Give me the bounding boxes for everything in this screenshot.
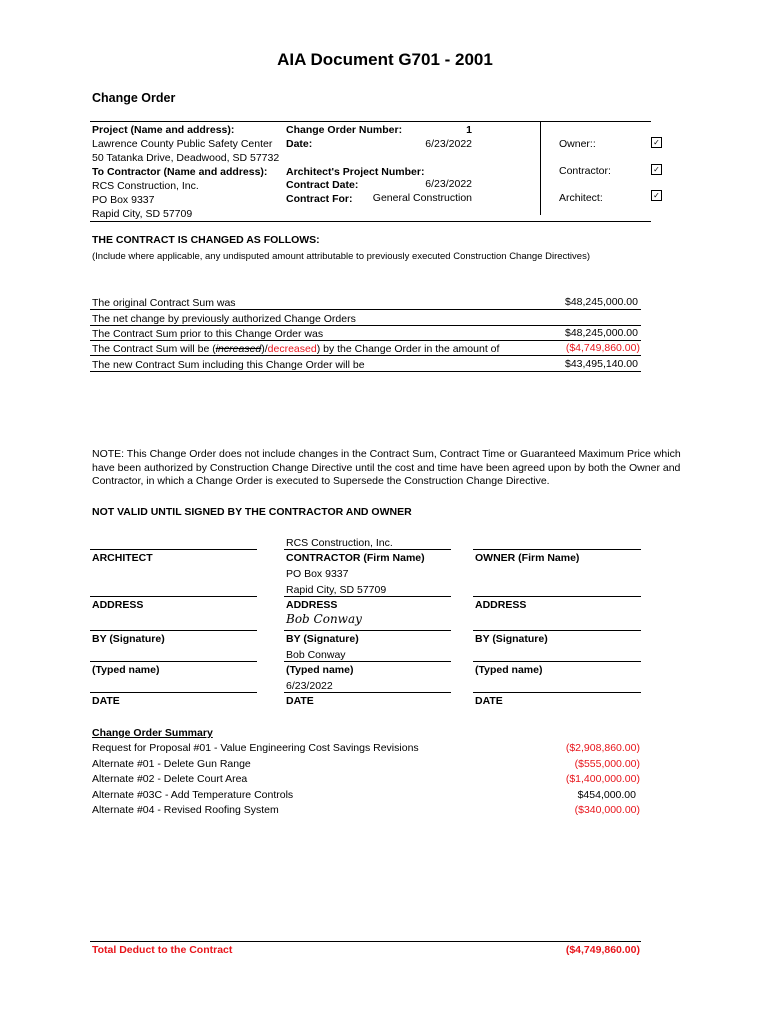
check-icon: ✓: [653, 138, 660, 147]
summary-item-value: ($2,908,860.00): [565, 742, 640, 754]
note-line-2: have been authorized by Construction Change Directive until the cost and time have been agreed upon by both the Owner and: [92, 462, 681, 474]
project-label: Project (Name and address):: [92, 124, 235, 136]
sum-row-change-increased: increased: [215, 343, 262, 355]
architect-signature-label: BY (Signature): [92, 633, 165, 645]
total-value: ($4,749,860.00): [565, 944, 640, 956]
owner-distribution-label: Owner::: [559, 138, 596, 150]
changed-heading: THE CONTRACT IS CHANGED AS FOLLOWS:: [92, 234, 320, 246]
contractor-line-1: RCS Construction, Inc.: [92, 180, 199, 192]
sum-rule: [90, 371, 641, 372]
sig-rule: [90, 630, 257, 631]
project-line-1: Lawrence County Public Safety Center: [92, 138, 273, 150]
owner-address-label: ADDRESS: [475, 599, 527, 611]
sum-rule: [90, 309, 641, 310]
sig-rule: [284, 596, 451, 597]
sum-rule: [90, 355, 641, 356]
contractor-typed-name-label: (Typed name): [286, 664, 354, 676]
header-top-rule: [90, 121, 651, 122]
summary-item-label: Alternate #02 - Delete Court Area: [92, 773, 248, 785]
document-subtitle: Change Order: [92, 91, 176, 105]
contractor-firm-line: [284, 549, 451, 550]
header-bottom-rule: [90, 221, 651, 222]
sig-rule: [90, 661, 257, 662]
sum-row-change-decreased: decreased: [267, 343, 317, 355]
date-value: 6/23/2022: [425, 138, 472, 150]
sum-row-new-label: The new Contract Sum including this Change Order will be: [92, 359, 365, 371]
summary-item-value: $454,000.00: [577, 789, 636, 801]
architect-firm-line: [90, 549, 257, 550]
sig-rule: [284, 692, 451, 693]
check-icon: ✓: [653, 165, 660, 174]
sum-row-change-label: [92, 343, 499, 355]
contract-for-label: Contract For:: [286, 193, 353, 205]
owner-date-label: DATE: [475, 695, 503, 707]
check-icon: ✓: [653, 191, 660, 200]
arch-project-label: Architect's Project Number:: [286, 166, 425, 178]
sig-rule: [90, 596, 257, 597]
sig-rule: [473, 692, 641, 693]
contractor-firm-name: RCS Construction, Inc.: [286, 537, 393, 549]
summary-item-value: ($1,400,000.00): [565, 773, 640, 785]
owner-signature-label: BY (Signature): [475, 633, 548, 645]
total-rule: [90, 941, 641, 942]
contractor-distribution-label: Contractor:: [559, 165, 611, 177]
date-label: Date:: [286, 138, 313, 150]
contractor-signature: Bob Conway: [286, 612, 362, 626]
owner-typed-name-label: (Typed name): [475, 664, 543, 676]
summary-item-label: Alternate #01 - Delete Gun Range: [92, 758, 251, 770]
sum-row-prior-label: The Contract Sum prior to this Change Order was: [92, 328, 324, 340]
contractor-label: To Contractor (Name and address):: [92, 166, 268, 178]
sum-row-change-post: ) by the Change Order in the amount of: [316, 343, 500, 355]
summary-item-label: Alternate #03C - Add Temperature Controls: [92, 789, 294, 801]
co-number: 1: [466, 124, 472, 136]
sum-row-original-label: The original Contract Sum was: [92, 297, 236, 309]
architect-typed-name-label: (Typed name): [92, 664, 160, 676]
contract-for-value: General Construction: [372, 192, 472, 204]
architect-address-label: ADDRESS: [92, 599, 144, 611]
sig-rule: [473, 661, 641, 662]
sum-row-original-value: $48,245,000.00: [565, 296, 638, 308]
contractor-typed-name: Bob Conway: [286, 649, 346, 661]
sum-row-net-change-label: The net change by previously authorized Change Orders: [92, 313, 356, 325]
sig-rule: [473, 630, 641, 631]
owner-heading: OWNER (Firm Name): [475, 552, 580, 564]
contractor-address-line-1: PO Box 9337: [286, 568, 349, 580]
owner-checkbox[interactable]: [651, 137, 662, 148]
architect-distribution-label: Architect:: [559, 192, 603, 204]
sum-rule: [90, 325, 641, 326]
sum-row-change-slash: )/: [261, 343, 268, 355]
contractor-line-2: PO Box 9337: [92, 194, 155, 206]
document-title: AIA Document G701 - 2001: [277, 50, 493, 69]
sig-rule: [284, 630, 451, 631]
co-number-label: Change Order Number:: [286, 124, 403, 136]
note-line-1: NOTE: This Change Order does not include changes in the Contract Sum, Contract Time or Guaranteed Maximum Price which: [92, 448, 681, 460]
architect-heading: ARCHITECT: [92, 552, 153, 564]
changed-note: (Include where applicable, any undisputed amount attributable to previously executed Construction Change Directives): [92, 251, 590, 262]
owner-firm-line: [473, 549, 641, 550]
contract-date-value: 6/23/2022: [425, 178, 472, 190]
contractor-checkbox[interactable]: [651, 164, 662, 175]
summary-item-label: Alternate #04 - Revised Roofing System: [92, 804, 279, 816]
sum-row-change-value: ($4,749,860.00): [565, 342, 640, 354]
contractor-signature-label: BY (Signature): [286, 633, 359, 645]
contractor-signed-date: 6/23/2022: [286, 680, 333, 692]
contract-date-label: Contract Date:: [286, 179, 359, 191]
sig-rule: [90, 692, 257, 693]
contractor-heading: CONTRACTOR (Firm Name): [286, 552, 425, 564]
summary-item-label: Request for Proposal #01 - Value Engineering Cost Savings Revisions: [92, 742, 419, 754]
summary-heading: Change Order Summary: [92, 727, 213, 739]
contractor-address-line-2: Rapid City, SD 57709: [286, 584, 387, 596]
contractor-address-label: ADDRESS: [286, 599, 338, 611]
sig-rule: [473, 596, 641, 597]
architect-checkbox[interactable]: [651, 190, 662, 201]
summary-item-value: ($340,000.00): [574, 804, 640, 816]
note-line-3: Contractor, in which a Change Order is executed to Supersede the Construction Change Directive.: [92, 475, 550, 487]
summary-item-value: ($555,000.00): [574, 758, 640, 770]
project-line-2: 50 Tatanka Drive, Deadwood, SD 57732: [92, 152, 280, 164]
distribution-divider: [540, 121, 541, 215]
not-valid-notice: NOT VALID UNTIL SIGNED BY THE CONTRACTOR AND OWNER: [92, 506, 412, 518]
sum-rule: [90, 340, 641, 341]
sum-row-prior-value: $48,245,000.00: [565, 327, 638, 339]
sum-row-change-pre: The Contract Sum will be (: [92, 343, 216, 355]
contractor-date-label: DATE: [286, 695, 314, 707]
contractor-line-3: Rapid City, SD 57709: [92, 208, 193, 220]
sig-rule: [284, 661, 451, 662]
architect-date-label: DATE: [92, 695, 120, 707]
total-label: Total Deduct to the Contract: [92, 944, 233, 956]
sum-row-new-value: $43,495,140.00: [565, 358, 638, 370]
